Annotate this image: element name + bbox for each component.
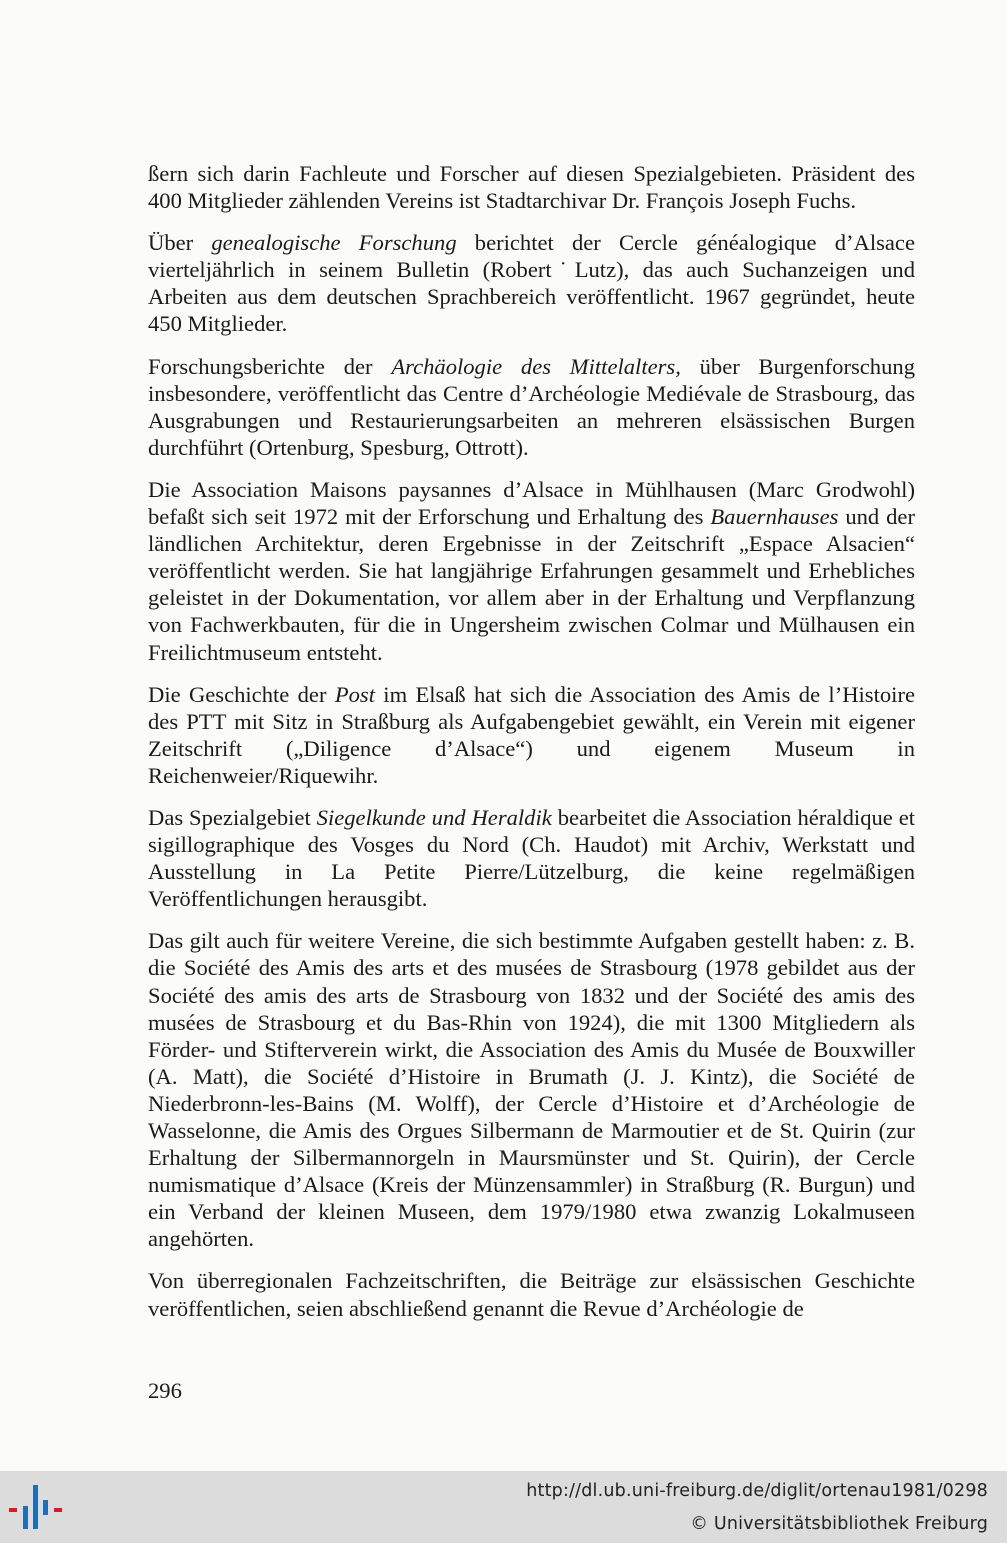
footer-bar [0,1471,1007,1543]
text-run: Das Spezialgebiet [148,804,317,830]
paragraph [148,353,915,461]
text-run: Das gilt auch für weitere Vereine, die sich bestimmte Aufgaben gestellt haben: z. B. die Société des Amis des arts et des musées de Strasbourg (1978 gebildet aus der Société des amis des arts de Strasbourg von 1832 und der Société des amis des musées de Strasbourg et du Bas-Rhin von 1924), die mit 1300 Mitgliedern als Förder- und Stifterverein wirkt, die Association des Amis du Musée de Bouxwiller (A. Matt), die Société d’Histoire in Brumath (J. J. Kintz), die Société de Niederbronn-les-Bains (M. Wolff), der Cercle d’Histoire et d’Archéologie de Wasselonne, die Amis des Orgues Silbermann de Marmoutier et de St. Quirin (zur Erhaltung der Silbermannorgeln in Maursmünster und St. Quirin), der Cercle numismatique d’Alsace (Kreis der Münzensammler) in Straßburg (R. Burgun) und ein Verband der kleinen Museen, dem 1979/1980 etwa zwanzig Lokalmuseen angehörten. [148,928,915,1252]
paragraph [148,927,915,1252]
text-run: über Burgenforschung insbesondere, veröffentlicht das Centre d’Archéologie Mediévale de Strasbourg, das Ausgrabungen und Restaurierungsarbeiten an mehreren elsässischen Burgen durchführt (Ortenburg, Spesburg, Ottrott). [148,353,915,460]
paragraph [148,681,915,789]
page-number: 296 [148,1378,182,1403]
text-run: und der ländlichen Architektur, deren Ergebnisse in der Zeitschrift „Espace Alsacien“ veröffentlicht werden. Sie hat langjährige Erfahrungen gesammelt und Erhebliches geleistet in der Dokumentation, vor allem aber in der Erhaltung und Verpflanzung von Fachwerkbauten, für die in Ungersheim zwischen Colmar und Mülhausen ein Freilichtmuseum entsteht. [148,504,915,665]
text-run: im Elsaß hat sich die Association des Amis de l’Histoire des PTT mit Sitz in Straßburg als Aufgabengebiet gewählt, ein Verein mit eigener Zeitschrift („Diligence d’Alsace“) und eigenem Museum in Reichenweier/Riquewihr. [148,681,916,788]
ub-freiburg-logo-icon[interactable] [6,1479,66,1537]
text-run: Von überregionalen Fachzeitschriften, die Beiträge zur elsässischen Geschichte veröffentlichen, seien abschließend genannt die Revue d’Archéologie de [148,1268,915,1321]
paragraph [148,229,915,337]
emphasized-term: genealogische Forschung [211,230,457,256]
text-run: Die Geschichte der [148,681,335,707]
text-run: ßern sich darin Fachleute und Forscher auf diesen Spezialgebieten. Präsident des 400 Mitglieder zählenden Vereins ist Stadtarchivar Dr. François Joseph Fuchs. [148,161,915,214]
paragraph [148,476,915,666]
copyright-notice: © Universitätsbibliothek Freiburg [690,1514,988,1534]
paragraph [148,1267,915,1321]
source-url-link[interactable]: http://dl.ub.uni-freiburg.de/diglit/ortenau1981/0298 [526,1481,988,1501]
page-body-text [148,160,915,1337]
emphasized-term: Bauernhauses [710,504,839,530]
text-run: Über [148,230,212,256]
emphasized-term: Archäologie des Mittelalters, [391,353,681,379]
emphasized-term: Siegelkunde und Heraldik [316,804,552,830]
text-run: Forschungsberichte der [148,353,392,379]
emphasized-term: Post [334,681,375,707]
text-run: berichtet der Cercle généalogique d’Alsace vierteljährlich in seinem Bulletin (Robert˙Lutz), das auch Suchanzeigen und Arbeiten aus dem deutschen Sprachbereich veröffentlicht. 1967 gegründet, heute 450 Mitglieder. [148,230,915,337]
text-run: bearbeitet die Association héraldique et sigillographique des Vosges du Nord (Ch. Haudot) mit Archiv, Werkstatt und Ausstellung in La Petite Pierre/Lützelburg, die keine regelmäßigen Veröffentlichungen herausgibt. [148,804,916,912]
paragraph [148,160,915,214]
paragraph [148,804,915,912]
text-run: Die Association Maisons paysannes d’Alsace in Mühlhausen (Marc Grodwohl) befaßt sich seit 1972 mit der Erforschung und Erhaltung des [148,476,915,530]
